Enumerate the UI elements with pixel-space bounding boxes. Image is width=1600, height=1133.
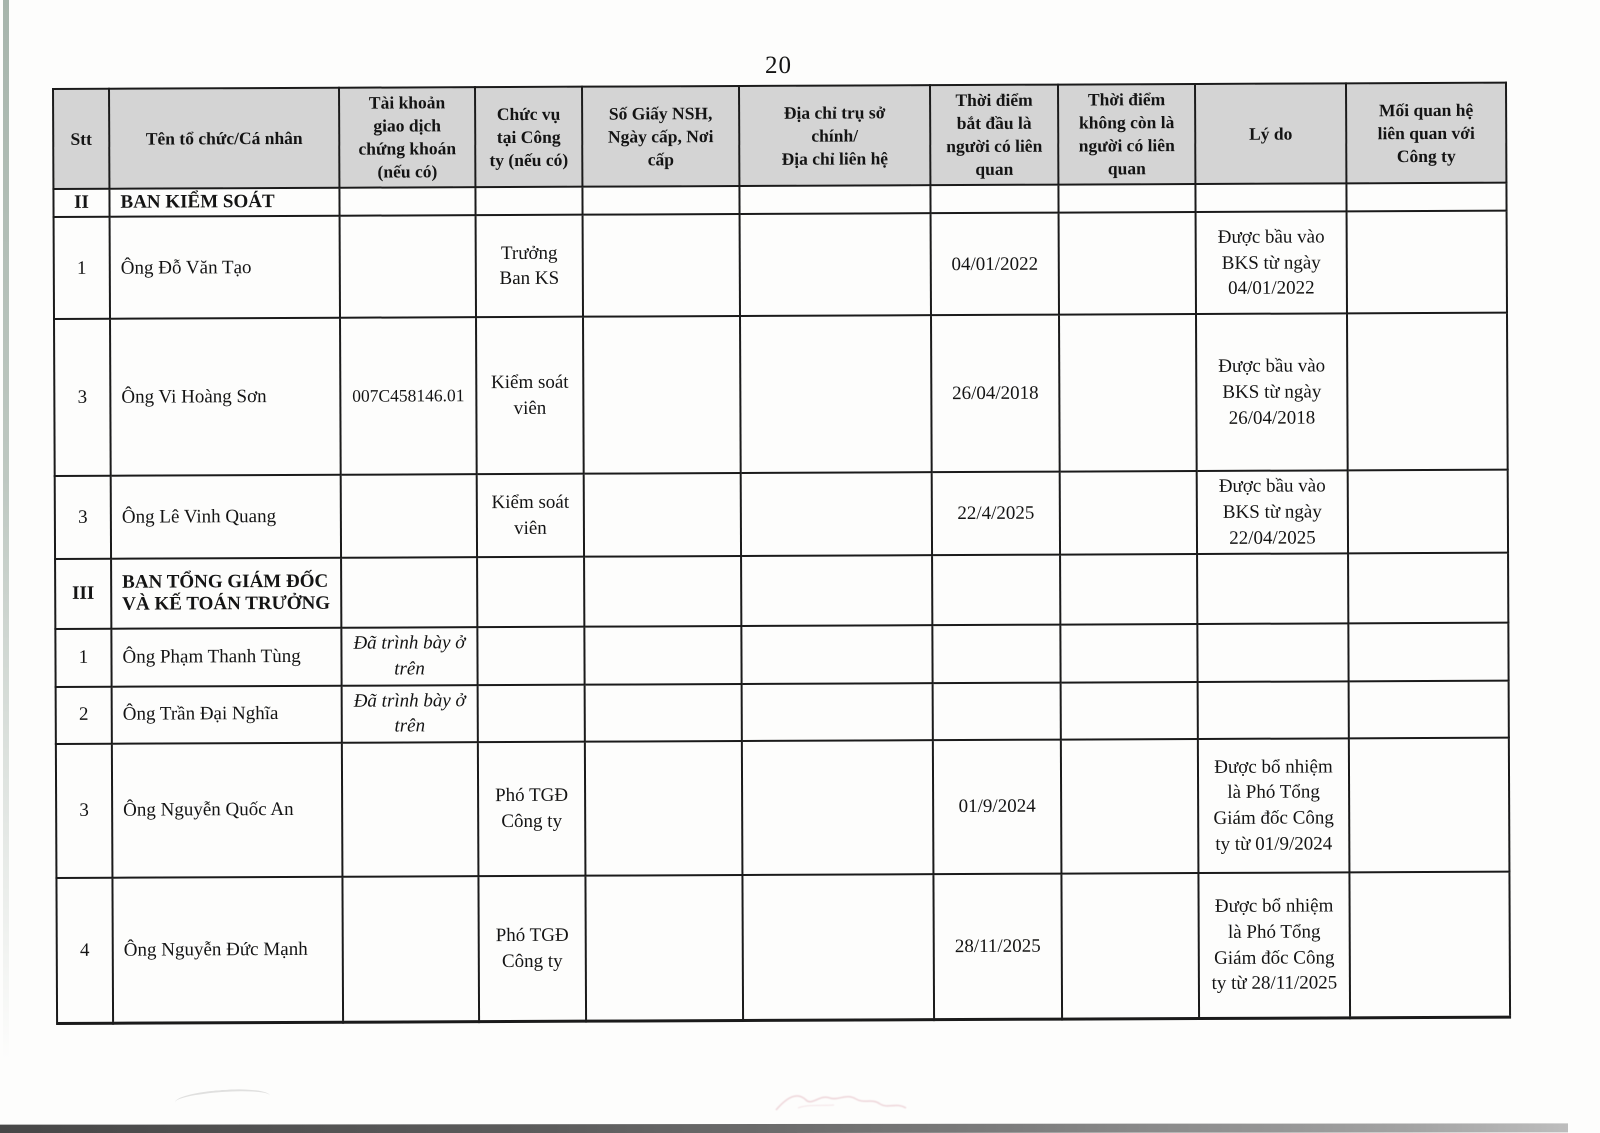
- cell-start-date: 22/4/2025: [932, 472, 1060, 555]
- cell-stt: 1: [55, 629, 111, 687]
- cell-start-date: 28/11/2025: [933, 873, 1062, 1020]
- cell-start-date: [930, 185, 1058, 214]
- cell-position: [477, 557, 584, 627]
- cell-id-number: [584, 626, 741, 684]
- cell-account: [341, 557, 477, 628]
- page-number: 20: [765, 52, 792, 79]
- cell-end-date: [1059, 212, 1196, 315]
- col-header-relationship: Mối quan hệ liên quan với Công ty: [1346, 83, 1506, 184]
- cell-name: BAN TỔNG GIÁM ĐỐC VÀ KẾ TOÁN TRƯỞNG: [111, 558, 341, 629]
- cell-relationship: [1347, 313, 1508, 471]
- cell-start-date: [933, 682, 1061, 740]
- cell-relationship: [1348, 470, 1508, 554]
- cell-address: [742, 683, 933, 741]
- cell-account: [339, 188, 475, 217]
- table-row: [55, 470, 1508, 559]
- cell-account: [340, 216, 476, 319]
- scan-edge-artifact: [3, 0, 9, 1060]
- col-header-start-date: Thời điểm bắt đầu là người có liên quan: [930, 85, 1058, 186]
- col-header-name: Tên tổ chức/Cá nhân: [109, 88, 339, 189]
- cell-account: [342, 876, 479, 1023]
- cell-account: [342, 742, 479, 877]
- cell-relationship: [1349, 872, 1510, 1019]
- col-header-position: Chức vụ tại Công ty (nếu có): [475, 87, 582, 188]
- cell-reason: [1195, 184, 1346, 213]
- cell-position: Trưởng Ban KS: [476, 215, 583, 317]
- cell-stt: 3: [56, 744, 113, 878]
- cell-end-date: [1060, 471, 1197, 555]
- cell-stt: 2: [56, 686, 112, 744]
- cell-address: [742, 740, 934, 875]
- col-header-id-number: Số Giấy NSH, Ngày cấp, Nơi cấp: [582, 86, 739, 187]
- cell-name: Ông Phạm Thanh Tùng: [111, 628, 341, 686]
- cell-start-date: 04/01/2022: [931, 213, 1059, 316]
- cell-reason: [1198, 681, 1349, 739]
- ink-bleed-artifact: [768, 1086, 928, 1116]
- cell-end-date: [1059, 314, 1197, 472]
- cell-name: Ông Nguyễn Quốc An: [112, 743, 343, 878]
- cell-position: [475, 187, 582, 215]
- cell-end-date: [1060, 554, 1197, 625]
- cell-address: [740, 316, 932, 474]
- cell-reason: Được bổ nhiệm là Phó Tổng Giám đốc Công ty từ 28/11/2025: [1198, 872, 1350, 1019]
- cell-name: Ông Trần Đại Nghĩa: [112, 685, 342, 743]
- scan-bottom-edge-artifact: [0, 1123, 1568, 1133]
- pencil-mark-artifact: [174, 1087, 270, 1112]
- table-row: [56, 872, 1510, 1024]
- cell-id-number: [584, 556, 741, 627]
- cell-account: 007C458146.01: [340, 318, 477, 476]
- cell-position: [478, 684, 585, 742]
- table-row: [56, 738, 1510, 878]
- cell-id-number: [583, 316, 741, 474]
- col-header-stt: Stt: [53, 89, 109, 190]
- cell-address: [741, 473, 932, 557]
- cell-id-number: [585, 741, 743, 876]
- cell-reason: Được bầu vào BKS từ ngày 26/04/2018: [1196, 314, 1348, 472]
- cell-relationship: [1346, 183, 1506, 212]
- cell-end-date: [1058, 184, 1195, 213]
- cell-account: Đã trình bày ở trên: [342, 685, 478, 743]
- related-persons-table: [52, 82, 1511, 1026]
- table-row: [55, 623, 1508, 687]
- cell-position: [477, 627, 584, 685]
- cell-id-number: [582, 186, 739, 215]
- cell-reason: [1197, 624, 1348, 682]
- cell-address: [742, 874, 934, 1021]
- cell-relationship: [1349, 680, 1509, 738]
- cell-stt: 3: [54, 319, 111, 476]
- cell-id-number: [584, 473, 741, 557]
- section-row: [55, 553, 1508, 629]
- col-header-account: Tài khoản giao dịch chứng khoán (nếu có): [339, 87, 475, 188]
- cell-account: [341, 475, 477, 559]
- cell-id-number: [585, 684, 742, 742]
- cell-address: [741, 625, 932, 683]
- cell-start-date: [932, 625, 1060, 683]
- cell-reason: Được bổ nhiệm là Phó Tổng Giám đốc Công ty từ 01/9/2024: [1198, 738, 1350, 873]
- table-row: [54, 313, 1508, 476]
- cell-address: [741, 555, 932, 626]
- cell-name: BAN KIỂM SOÁT: [109, 188, 339, 217]
- cell-end-date: [1060, 624, 1197, 682]
- cell-address: [739, 186, 930, 215]
- cell-reason: Được bầu vào BKS từ ngày 22/04/2025: [1197, 471, 1348, 555]
- col-header-address: Địa chỉ trụ sở chính/ Địa chỉ liên hệ: [739, 85, 930, 186]
- cell-relationship: [1349, 738, 1510, 873]
- cell-relationship: [1347, 211, 1507, 314]
- cell-address: [740, 214, 931, 317]
- cell-name: Ông Vi Hoàng Sơn: [110, 318, 341, 476]
- col-header-end-date: Thời điểm không còn là người có liên quan: [1058, 84, 1195, 185]
- cell-position: Phó TGĐ Công ty: [478, 742, 586, 876]
- cell-stt: 3: [55, 476, 111, 559]
- cell-end-date: [1061, 873, 1199, 1020]
- cell-position: Kiểm soát viên: [477, 474, 584, 557]
- cell-stt: III: [55, 559, 111, 629]
- cell-start-date: 26/04/2018: [931, 315, 1060, 473]
- cell-relationship: [1348, 623, 1508, 681]
- cell-name: Ông Lê Vinh Quang: [111, 475, 341, 559]
- cell-position: Kiểm soát viên: [476, 317, 584, 474]
- table-row: [56, 680, 1509, 744]
- cell-reason: Được bầu vào BKS từ ngày 04/01/2022: [1196, 212, 1347, 315]
- cell-end-date: [1061, 682, 1198, 740]
- cell-id-number: [583, 214, 740, 317]
- cell-name: Ông Đỗ Văn Tạo: [110, 216, 340, 319]
- cell-position: Phó TGĐ Công ty: [478, 876, 586, 1022]
- cell-id-number: [585, 875, 743, 1022]
- cell-relationship: [1348, 553, 1508, 624]
- cell-name: Ông Nguyễn Đức Mạnh: [112, 877, 343, 1024]
- cell-end-date: [1061, 739, 1199, 874]
- cell-start-date: 01/9/2024: [933, 739, 1062, 874]
- header-row: [53, 83, 1506, 190]
- table-row: [54, 211, 1507, 319]
- cell-stt: 1: [54, 217, 110, 319]
- cell-reason: [1197, 554, 1348, 625]
- cell-start-date: [932, 555, 1060, 626]
- cell-account: Đã trình bày ở trên: [341, 627, 477, 685]
- cell-stt: 4: [56, 878, 113, 1024]
- cell-stt: II: [53, 189, 109, 217]
- col-header-reason: Lý do: [1195, 83, 1346, 184]
